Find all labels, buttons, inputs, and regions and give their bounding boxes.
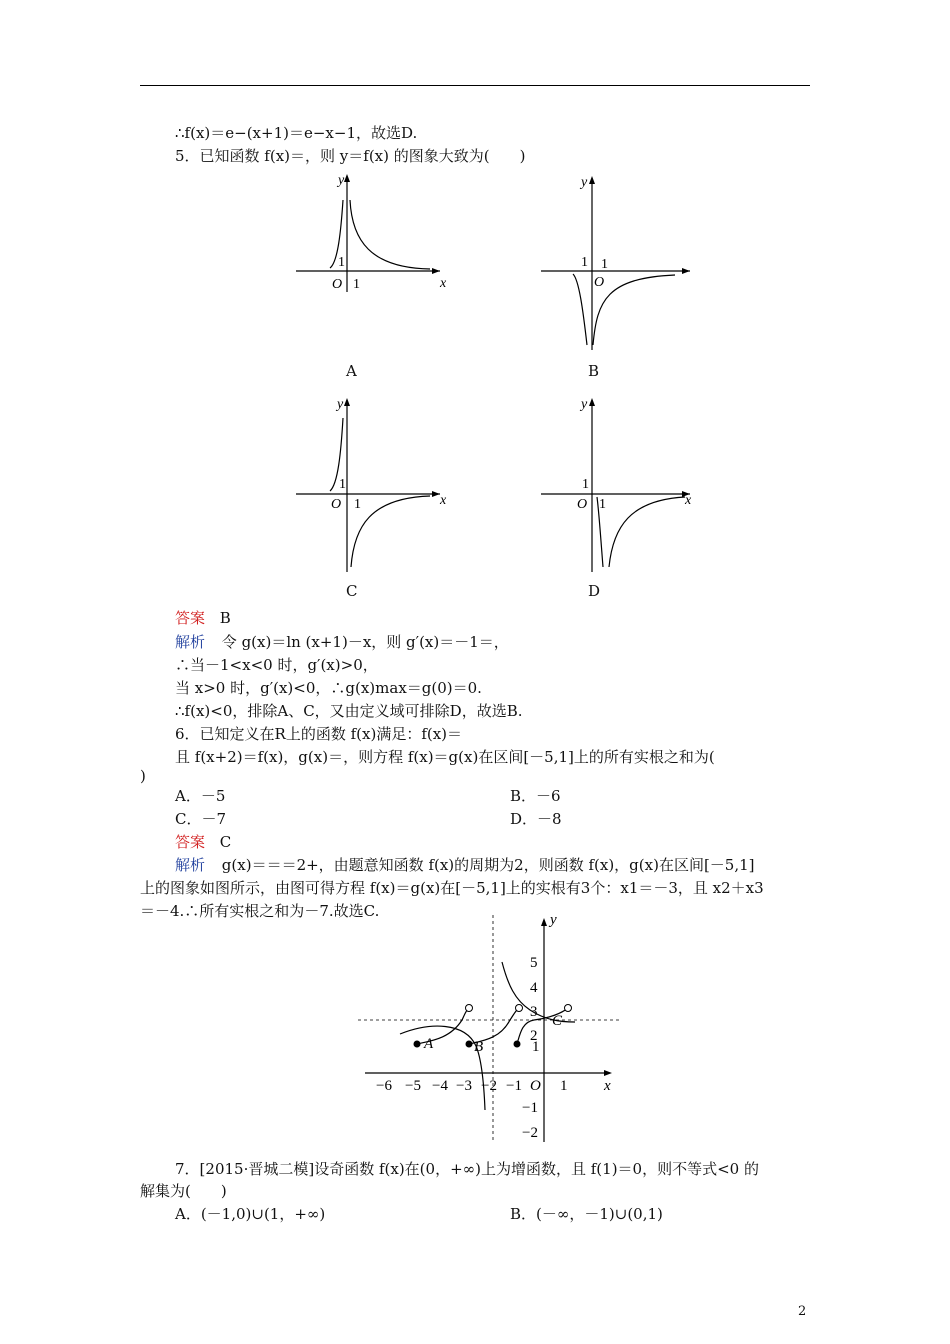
question-6-line-3: ) bbox=[140, 767, 146, 785]
graph-a-one-x: 1 bbox=[353, 277, 360, 292]
option-7a: A．(－1,0)∪(1，+∞) bbox=[175, 1205, 326, 1223]
question-7-line-1: 7．[2015·晋城二模]设奇函数 f(x)在(0，+∞)上为增函数，且 f(1)＝0，则不等式<0 的 bbox=[175, 1160, 759, 1178]
fig6-tick-x-neg3: −3 bbox=[456, 1078, 472, 1094]
graph-c-caption: C bbox=[346, 582, 358, 600]
explanation-6-line-2: 上的图象如图所示，由图可得方程 f(x)＝g(x)在[－5,1]上的实根有3个：x1＝－3，且 x2＋x3 bbox=[140, 879, 764, 897]
fig6-point-b: B bbox=[474, 1039, 484, 1055]
graph-b-caption: B bbox=[588, 362, 600, 380]
explanation-6-line-3: ＝－4.∴所有实根之和为－7.故选C. bbox=[140, 902, 380, 920]
explanation-5-label: 解析 bbox=[175, 633, 206, 651]
fig6-tick-x-neg1: −1 bbox=[506, 1078, 522, 1094]
explanation-6 bbox=[175, 855, 755, 875]
graph-c-one-x: 1 bbox=[354, 497, 361, 512]
graph-d bbox=[535, 392, 705, 577]
fig6-tick-x-neg4: −4 bbox=[432, 1078, 448, 1094]
fig6-tick-y-4: 4 bbox=[530, 980, 538, 996]
question-6-line-1: 6．已知定义在R上的函数 f(x)满足：f(x)＝ bbox=[175, 725, 463, 743]
answer-6-value: C bbox=[219, 833, 232, 851]
question-7-line-2: 解集为( ) bbox=[140, 1182, 227, 1200]
fig6-point-c: C bbox=[552, 1013, 563, 1029]
fig6-tick-y-1: 1 bbox=[532, 1039, 540, 1055]
explanation-5-text: 令 g(x)＝ln (x+1)－x，则 g′(x)＝－1＝， bbox=[221, 633, 509, 651]
graph-a-caption: A bbox=[346, 362, 357, 380]
graph-d-one-x: 1 bbox=[599, 497, 606, 512]
fig6-tick-x-neg2: −2 bbox=[481, 1078, 497, 1094]
header-rule bbox=[140, 85, 810, 86]
fig6-origin: O bbox=[530, 1078, 541, 1094]
graph-b-one-y: 1 bbox=[581, 255, 588, 270]
question-5: 5．已知函数 f(x)＝，则 y＝f(x) 的图象大致为( ) bbox=[175, 147, 526, 165]
option-6d: D．－8 bbox=[510, 810, 562, 828]
fig6-point-a: A bbox=[424, 1036, 434, 1052]
fig6-tick-y-neg1: −1 bbox=[522, 1100, 538, 1116]
fig6-y-label: y bbox=[550, 912, 557, 928]
explanation-5 bbox=[175, 632, 509, 652]
text-line-1: ∴f(x)＝e−(x+1)＝e−x−1，故选D. bbox=[175, 124, 418, 142]
page-number: 2 bbox=[798, 1304, 807, 1319]
graph-b-y-label: y bbox=[581, 175, 588, 190]
option-6c: C．－7 bbox=[175, 810, 227, 828]
answer-5-value: B bbox=[219, 609, 231, 627]
fig6-tick-x-1: 1 bbox=[560, 1078, 568, 1094]
explanation-5-line-4: ∴f(x)<0，排除A、C，又由定义域可排除D，故选B. bbox=[175, 702, 523, 720]
graph-c bbox=[290, 392, 460, 577]
fig6-tick-y-5: 5 bbox=[530, 955, 538, 971]
option-6a: A．－5 bbox=[175, 787, 226, 805]
answer-6 bbox=[175, 832, 231, 852]
graph-d-x-label: x bbox=[685, 493, 692, 508]
graph-d-origin: O bbox=[577, 497, 588, 512]
fig6-tick-y-3: 3 bbox=[530, 1004, 538, 1020]
answer-5-label: 答案 bbox=[175, 609, 206, 627]
graph-c-y-label: y bbox=[337, 397, 344, 412]
figure-6 bbox=[350, 910, 630, 1145]
graph-a-origin: O bbox=[332, 277, 343, 292]
fig6-tick-x-neg5: −5 bbox=[405, 1078, 421, 1094]
graph-b-one-x: 1 bbox=[601, 257, 608, 272]
graph-c-origin: O bbox=[331, 497, 342, 512]
graph-d-caption: D bbox=[588, 582, 601, 600]
graph-a-y-label: y bbox=[338, 173, 345, 188]
graph-b-origin: O bbox=[594, 275, 605, 290]
answer-6-label: 答案 bbox=[175, 833, 206, 851]
explanation-6-text: g(x)＝＝＝2+，由题意知函数 f(x)的周期为2，则函数 f(x)，g(x)在区间[－5,1] bbox=[221, 856, 755, 874]
answer-5 bbox=[175, 608, 231, 628]
graph-c-x-label: x bbox=[440, 493, 447, 508]
graph-a-one-y: 1 bbox=[338, 255, 345, 270]
explanation-5-line-2: ∴当－1<x<0 时，g′(x)>0， bbox=[175, 656, 378, 674]
explanation-6-label: 解析 bbox=[175, 856, 206, 874]
explanation-5-line-3: 当 x>0 时，g′(x)<0，∴g(x)max＝g(0)＝0. bbox=[175, 679, 482, 697]
graph-a-x-label: x bbox=[440, 276, 447, 291]
question-6-line-2: 且 f(x+2)＝f(x)，g(x)＝，则方程 f(x)＝g(x)在区间[－5,1]上的所有实根之和为( bbox=[175, 748, 715, 766]
fig6-tick-x-neg6: −6 bbox=[376, 1078, 392, 1094]
option-6b: B．－6 bbox=[510, 787, 561, 805]
option-7b: B．(－∞，－1)∪(0,1) bbox=[510, 1205, 663, 1223]
graph-d-one-y: 1 bbox=[582, 477, 589, 492]
graph-a bbox=[290, 170, 460, 295]
graph-d-y-label: y bbox=[581, 397, 588, 412]
graph-c-one-y: 1 bbox=[339, 477, 346, 492]
fig6-tick-y-2: 2 bbox=[530, 1028, 538, 1044]
graph-b bbox=[535, 170, 705, 355]
fig6-x-label: x bbox=[604, 1078, 611, 1094]
fig6-tick-y-neg2: −2 bbox=[522, 1125, 538, 1141]
